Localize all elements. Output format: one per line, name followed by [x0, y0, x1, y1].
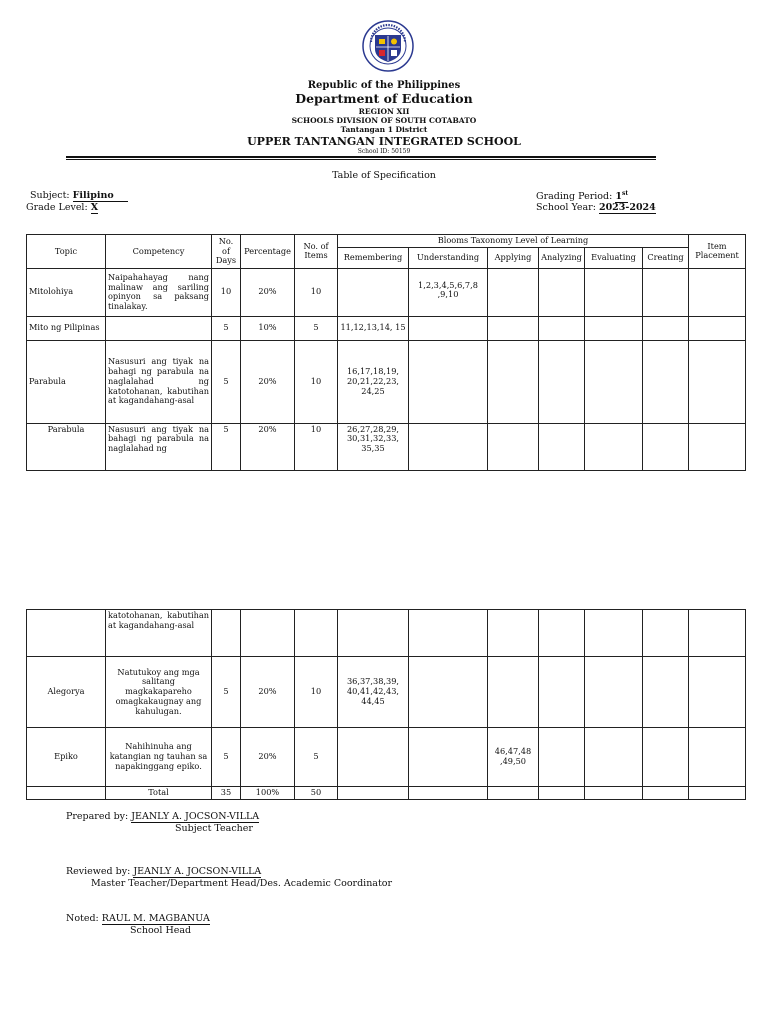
total-row	[27, 787, 746, 800]
cell-creating	[643, 340, 689, 423]
cell-creating	[643, 316, 689, 340]
cell-percentage: 20%	[241, 657, 295, 728]
cell-placement	[689, 610, 746, 657]
cell-percentage: 20%	[241, 728, 295, 787]
col-percentage: Percentage	[241, 235, 295, 269]
grade-value: X	[90, 202, 99, 213]
reviewed-role: Master Teacher/Department Head/Des. Academic Coordinator	[91, 878, 393, 889]
cell-applying	[488, 657, 539, 728]
cell-total-days: 35	[212, 787, 241, 800]
prepared-by	[66, 811, 259, 822]
cell-topic: Mito ng Pilipinas	[27, 316, 106, 340]
cell-percentage: 20%	[241, 340, 295, 423]
cell-creating	[643, 268, 689, 316]
cell-competency: Naipahahayag nang malinaw ang sariling opinyon sa paksang tinalakay.	[106, 268, 212, 316]
cell-analyzing	[539, 423, 585, 470]
cell-placement	[689, 423, 746, 470]
cell-days: 5	[212, 657, 241, 728]
reviewed-label: Reviewed by:	[66, 866, 131, 877]
cell-applying	[488, 268, 539, 316]
district-heading: Tantangan 1 District	[340, 125, 428, 134]
col-understanding: Understanding	[409, 247, 488, 268]
cell-understanding: 1,2,3,4,5,6,7,8 ,9,10	[409, 268, 488, 316]
cell-topic	[27, 610, 106, 657]
cell-remembering	[338, 610, 409, 657]
cell-remembering	[338, 268, 409, 316]
cell-placement	[689, 340, 746, 423]
cell-analyzing	[539, 728, 585, 787]
cell-items: 5	[295, 316, 338, 340]
cell-total-label: Total	[106, 787, 212, 800]
cell-remembering	[338, 728, 409, 787]
cell-creating	[643, 657, 689, 728]
republic-heading: Republic of the Philippines	[307, 80, 461, 91]
cell-topic: Parabula	[27, 340, 106, 423]
cell-understanding	[409, 657, 488, 728]
col-applying: Applying	[488, 247, 539, 268]
noted-role: School Head	[130, 925, 192, 936]
cell-competency: Nasusuri ang tiyak na bahagi ng parabula na naglalahad ng	[106, 423, 212, 470]
cell-remembering: 16,17,18,19, 20,21,22,23, 24,25	[338, 340, 409, 423]
subject-label: Subject:	[30, 190, 70, 201]
cell-analyzing	[539, 657, 585, 728]
cell-analyzing	[539, 268, 585, 316]
cell-evaluating	[585, 268, 643, 316]
cell-items: 10	[295, 423, 338, 470]
prepared-role: Subject Teacher	[175, 823, 253, 834]
reviewed-by	[66, 866, 261, 877]
cell-understanding	[409, 728, 488, 787]
cell-total-creating	[643, 787, 689, 800]
cell-applying	[488, 316, 539, 340]
grading-value: 1st	[615, 190, 629, 203]
cell-percentage	[241, 610, 295, 657]
cell-applying	[488, 340, 539, 423]
cell-total-empty	[27, 787, 106, 800]
cell-total-items: 50	[295, 787, 338, 800]
cell-analyzing	[539, 610, 585, 657]
school-heading: UPPER TANTANGAN INTEGRATED SCHOOL	[247, 135, 521, 148]
cell-days: 5	[212, 728, 241, 787]
noted-label: Noted:	[66, 913, 99, 924]
cell-applying: 46,47,48 ,49,50	[488, 728, 539, 787]
col-creating: Creating	[643, 247, 689, 268]
cell-remembering: 36,37,38,39, 40,41,42,43, 44,45	[338, 657, 409, 728]
table-row	[27, 728, 746, 787]
cell-competency	[106, 316, 212, 340]
grade-field	[26, 202, 98, 213]
cell-total-percentage: 100%	[241, 787, 295, 800]
cell-analyzing	[539, 340, 585, 423]
cell-items: 10	[295, 340, 338, 423]
region-heading: REGION XII	[358, 107, 410, 116]
cell-topic: Mitolohiya	[27, 268, 106, 316]
table-row	[27, 657, 746, 728]
col-evaluating: Evaluating	[585, 247, 643, 268]
col-topic: Topic	[27, 235, 106, 269]
cell-total-evaluating	[585, 787, 643, 800]
cell-total-applying	[488, 787, 539, 800]
cell-total-analyzing	[539, 787, 585, 800]
cell-evaluating	[585, 423, 643, 470]
cell-placement	[689, 728, 746, 787]
cell-items: 10	[295, 657, 338, 728]
cell-evaluating	[585, 316, 643, 340]
col-blooms: Blooms Taxonomy Level of Learning	[338, 235, 689, 248]
cell-evaluating	[585, 340, 643, 423]
prepared-name: JEANLY A. JOCSON-VILLA	[131, 811, 260, 822]
year-value: 2023-2024	[598, 202, 656, 213]
cell-topic: Parabula	[27, 423, 106, 470]
cell-total-remembering	[338, 787, 409, 800]
cell-items: 5	[295, 728, 338, 787]
col-items: No. of Items	[295, 235, 338, 269]
cell-total-placement	[689, 787, 746, 800]
col-remembering: Remembering	[338, 247, 409, 268]
cell-days: 5	[212, 316, 241, 340]
department-heading: Department of Education	[295, 91, 473, 106]
cell-understanding	[409, 340, 488, 423]
cell-topic: Alegorya	[27, 657, 106, 728]
document-title: Table of Specification	[332, 170, 436, 181]
deped-seal-logo	[362, 20, 414, 72]
col-competency: Competency	[106, 235, 212, 269]
specification-table-page2	[26, 609, 746, 800]
year-label: School Year:	[536, 202, 596, 213]
header-rule-thin	[66, 159, 656, 160]
table-row	[27, 268, 746, 316]
col-days: No. of Days	[212, 235, 241, 269]
cell-evaluating	[585, 728, 643, 787]
header-rule-thick	[66, 156, 656, 158]
cell-understanding	[409, 610, 488, 657]
cell-percentage: 20%	[241, 268, 295, 316]
cell-days	[212, 610, 241, 657]
cell-placement	[689, 316, 746, 340]
table-row	[27, 340, 746, 423]
cell-days: 5	[212, 423, 241, 470]
school-id: School ID: 50159	[357, 148, 411, 155]
cell-remembering: 26,27,28,29, 30,31,32,33, 35,35	[338, 423, 409, 470]
cell-placement	[689, 657, 746, 728]
cell-competency: Nahihinuha ang katangian ng tauhan sa napakinggang epiko.	[106, 728, 212, 787]
cell-applying	[488, 423, 539, 470]
cell-applying	[488, 610, 539, 657]
subject-field	[30, 190, 128, 201]
cell-percentage: 20%	[241, 423, 295, 470]
subject-value: Filipino	[73, 190, 128, 202]
grading-label: Grading Period:	[536, 191, 613, 203]
cell-competency: Nasusuri ang tiyak na bahagi ng parabula na naglalahad ng katotohanan, kabutihan at kagandahang-asal	[106, 340, 212, 423]
cell-creating	[643, 423, 689, 470]
specification-table-page1	[26, 234, 746, 471]
cell-items	[295, 610, 338, 657]
cell-evaluating	[585, 657, 643, 728]
cell-placement	[689, 268, 746, 316]
noted-by	[66, 913, 210, 924]
division-heading: SCHOOLS DIVISION OF SOUTH COTABATO	[291, 116, 477, 125]
school-year-field	[536, 202, 656, 213]
cell-analyzing	[539, 316, 585, 340]
cell-days: 10	[212, 268, 241, 316]
table-row	[27, 423, 746, 470]
cell-percentage: 10%	[241, 316, 295, 340]
table-row	[27, 316, 746, 340]
cell-creating	[643, 728, 689, 787]
grade-label: Grade Level:	[26, 202, 88, 213]
col-analyzing: Analyzing	[539, 247, 585, 268]
cell-topic: Epiko	[27, 728, 106, 787]
cell-evaluating	[585, 610, 643, 657]
prepared-label: Prepared by:	[66, 811, 129, 822]
cell-creating	[643, 610, 689, 657]
col-placement: Item Placement	[689, 235, 746, 269]
cell-total-understanding	[409, 787, 488, 800]
cell-days: 5	[212, 340, 241, 423]
cell-understanding	[409, 316, 488, 340]
cell-remembering: 11,12,13,14, 15	[338, 316, 409, 340]
cell-items: 10	[295, 268, 338, 316]
grading-period-field	[536, 190, 628, 202]
table-row	[27, 610, 746, 657]
cell-understanding	[409, 423, 488, 470]
cell-competency: katotohanan, kabutihan at kagandahang-asal	[106, 610, 212, 657]
cell-competency: Natutukoy ang mga salitang magkakapareho omagkakaugnay ang kahulugan.	[106, 657, 212, 728]
reviewed-name: JEANLY A. JOCSON-VILLA	[133, 866, 262, 877]
noted-name: RAUL M. MAGBANUA	[101, 913, 210, 924]
